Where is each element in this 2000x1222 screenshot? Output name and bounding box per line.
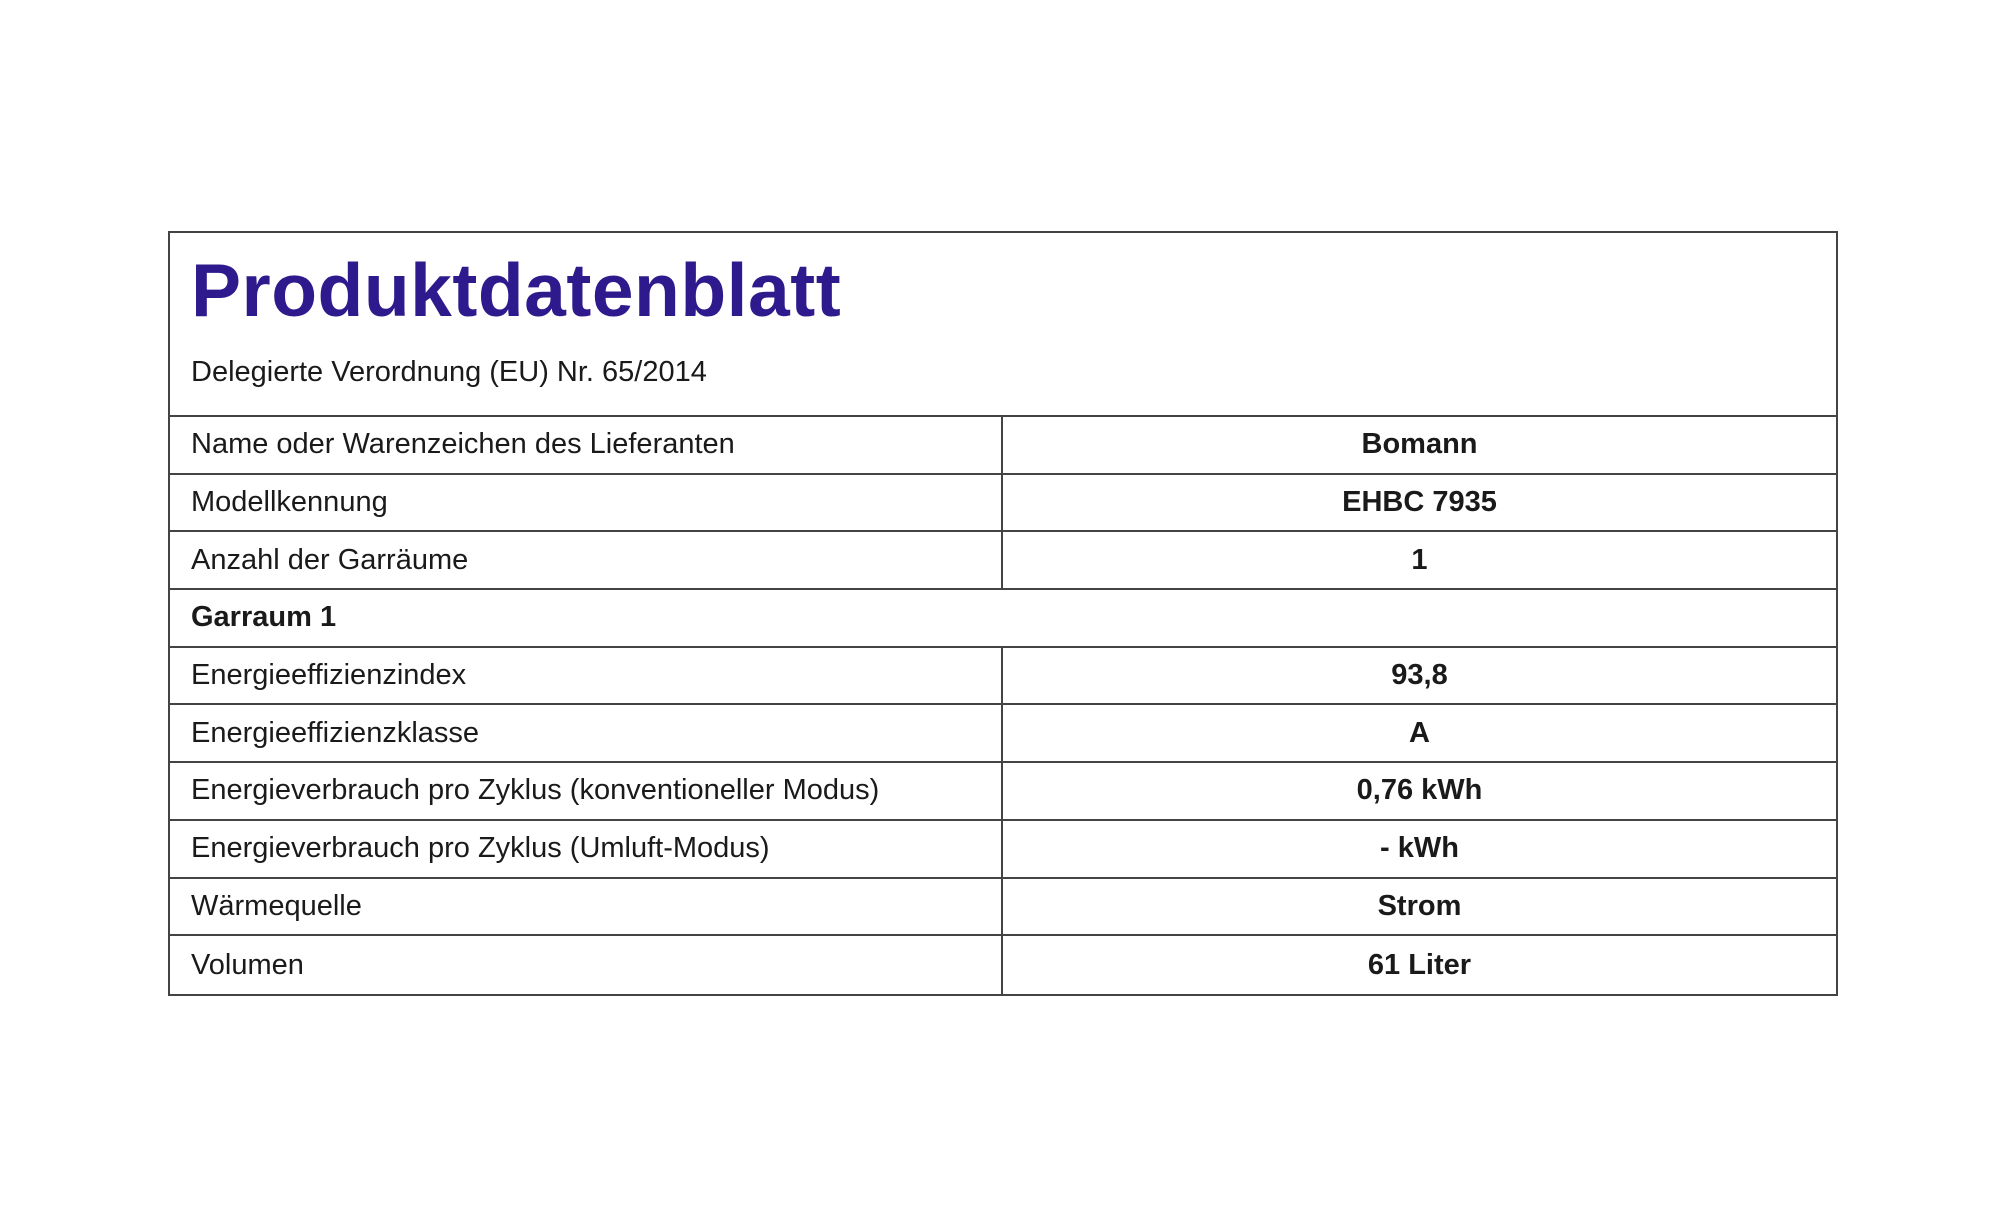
section-row [170, 590, 1836, 648]
page-title: Produktdatenblatt [191, 248, 842, 332]
row-label: Energieverbrauch pro Zyklus (Umluft-Modus) [170, 821, 1003, 877]
row-value: EHBC 7935 [1342, 486, 1497, 519]
row-value: 1 [1411, 543, 1428, 576]
row-label: Energieeffizienzklasse [170, 705, 1003, 761]
table-row [170, 936, 1836, 994]
table-row [170, 879, 1836, 937]
row-label: Volumen [170, 936, 1003, 994]
table-row [170, 475, 1836, 533]
sheet-header [170, 233, 1836, 417]
row-value: 93,8 [1391, 659, 1448, 692]
row-value: Bomann [1361, 428, 1478, 461]
section-heading: Garraum 1 [191, 601, 337, 634]
row-label: Wärmequelle [170, 879, 1003, 935]
row-label: Energieverbrauch pro Zyklus (konventioneller Modus) [170, 763, 1003, 819]
row-value: 61 Liter [1367, 948, 1472, 981]
row-value: 0,76 kWh [1356, 774, 1483, 807]
product-data-sheet [168, 231, 1838, 996]
table-row [170, 417, 1836, 475]
row-label: Energieeffizienzindex [170, 648, 1003, 704]
row-value: - kWh [1380, 832, 1459, 865]
row-label: Anzahl der Garräume [170, 532, 1003, 588]
row-label: Modellkennung [170, 475, 1003, 531]
row-value: Strom [1377, 889, 1462, 922]
table-row [170, 821, 1836, 879]
row-label: Name oder Warenzeichen des Lieferanten [170, 417, 1003, 473]
table-row [170, 532, 1836, 590]
table-row [170, 763, 1836, 821]
row-value: A [1409, 716, 1430, 749]
table-row [170, 705, 1836, 763]
regulation-subtitle: Delegierte Verordnung (EU) Nr. 65/2014 [191, 356, 707, 388]
table-row [170, 648, 1836, 706]
